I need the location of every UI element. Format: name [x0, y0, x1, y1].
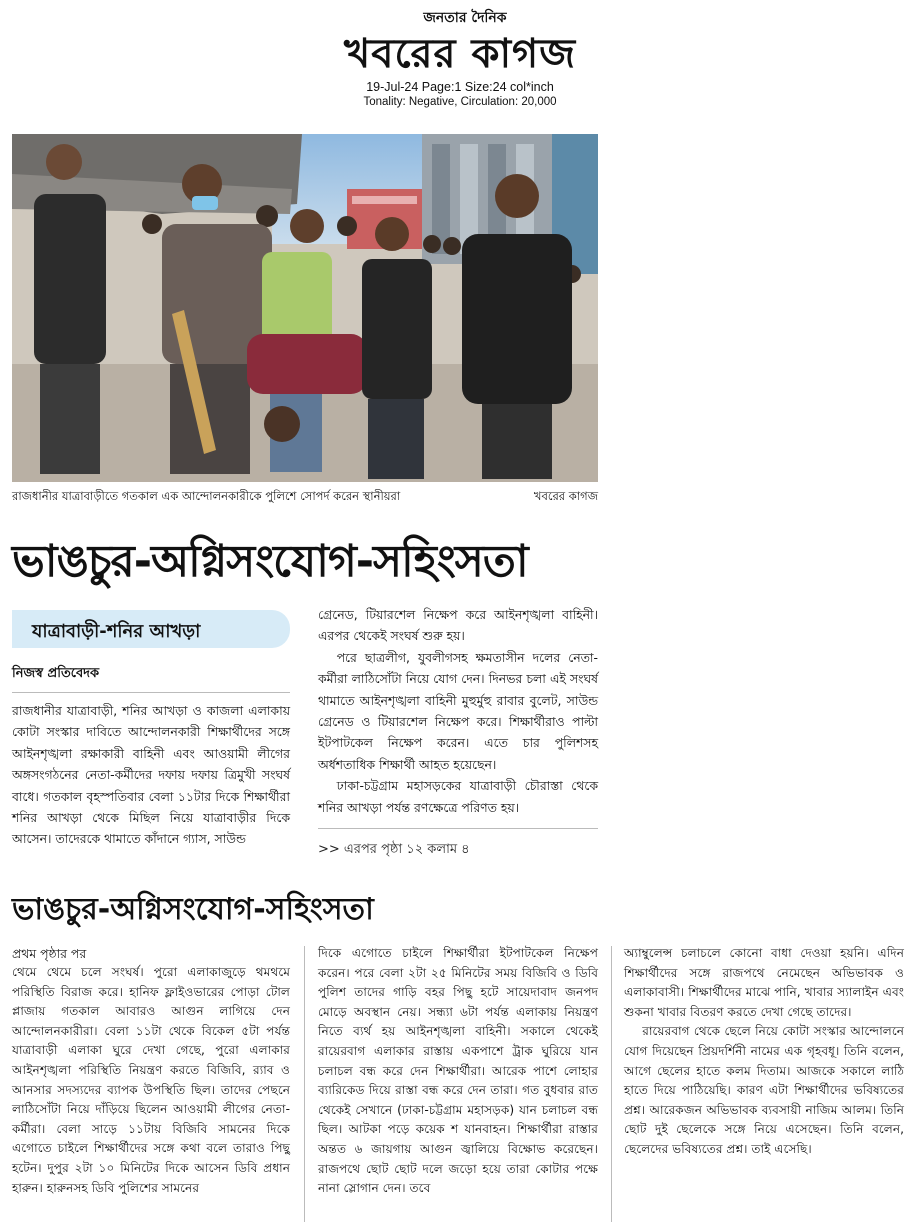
continuation-column-1: [12, 963, 290, 1198]
continuation-column-3: [624, 944, 904, 1160]
photo-caption-row: [12, 488, 598, 507]
column-divider: [611, 946, 612, 1222]
lead-kicker: যাত্রাবাড়ী-শনির আখড়া: [32, 621, 201, 642]
lead-column-b: [318, 604, 598, 818]
continued-rule: [318, 828, 598, 829]
continuation-headline: ভাঙচুর-অগ্নিসংযোগ-সহিংসতা: [12, 892, 374, 927]
masthead-logo: খবরের কাগজ: [343, 31, 577, 77]
continued-on-note: >> এরপর পৃষ্ঠা ১২ কলাম ৪: [318, 842, 470, 857]
lead-column-a: [12, 700, 290, 850]
continuation-paragraph: অ্যাম্বুলেন্স চলাচলে কোনো বাধা দেওয়া হয়নি। এদিন শিক্ষার্থীদের সঙ্গে রাজপথে নেমেছেন অভিভাবক ও এলাকাবাসী। শিক্ষার্থীদের মাঝে পানি, খাবার স্যালাইন এবং শুকনা খাবার বিতরণ করতে দেখা গেছে তাদের।: [624, 946, 904, 1019]
clipping-meta-line2: Tonality: Negative, Circulation: 20,000: [363, 96, 557, 108]
masthead-tagline: জনতার দৈনিক: [423, 10, 507, 26]
photo-credit: খবরের কাগজ: [533, 489, 598, 503]
continuation-paragraph: রায়েরবাগ থেকে ছেলে নিয়ে কোটা সংস্কার আন্দোলনে যোগ দিয়েছেন প্রিয়দর্শিনী নামের এক গৃহবধূ। তিনি বলেন, আগে ছেলের হাতে কলম দিতাম। আজকে সকালে লাঠি হাতে দিয়ে পাঠিয়েছি। কারণ এটা শিক্ষার্থীদের ভবিষ্যতের প্রশ্ন। আরেকজন অভিভাবক ব্যবসায়ী নাজিম আলম। তিনি ছোট দুই ছেলেকে সঙ্গে নিয়ে এসেছেন। তিনি বলেন, ছেলেদের ভবিষ্যতের প্রশ্ন। তাই এসেছি।: [624, 1024, 904, 1156]
lead-headline: ভাঙচুর-অগ্নিসংযোগ-সহিংসতা: [12, 536, 528, 587]
lead-paragraph: রাজধানীর যাত্রাবাড়ী, শনির আখড়া ও কাজলা এলাকায় কোটা সংস্কার দাবিতে আন্দোলনকারী শিক্ষার্থীদের সঙ্গে আইনশৃঙ্খলা রক্ষাকারী বাহিনী এবং আওয়ামী লীগের অঙ্গসংগঠনের নেতা-কর্মীদের দফায় দফায় ত্রিমুখী সংঘর্ষ বাধে। গতকাল বৃহস্পতিবার বেলা ১১টার দিকে শিক্ষার্থীরা শনির আখড়া থেকে মিছিল নিয়ে যাত্রাবাড়ীর দিকে আসেন। তাদেরকে থামাতে কাঁদানে গ্যাস, সাউন্ড: [12, 703, 290, 847]
news-photo: [12, 134, 598, 482]
continuation-column-2: [318, 944, 598, 1199]
continuation-paragraph: থেমে থেমে চলে সংঘর্ষ। পুরো এলাকাজুড়ে থমথমে পরিস্থিতি বিরাজ করে। হানিফ ফ্লাইওভারের পোড়া টোল প্লাজায় গতকাল আবারও আগুন লাগিয়ে দেন আন্দোলনকারীরা। বেলা ১১টা থেকে বিকেল ৫টা পর্যন্ত যাত্রাবাড়ী এলাকা ঘুরে দেখা গেছে, পুরো এলাকার আইনশৃঙ্খলা পরিস্থিতি নিয়ন্ত্রণ করতে বিজিবি, র‍্যাব ও আনসার সদস্যদের ব্যাপক উপস্থিতি ছিল। তাদের পেছনে লাঠিসোঁটা নিয়ে দাঁড়িয়ে ছিলেন আওয়ামী লীগের নেতা-কর্মীরা। বেলা সাড়ে ১১টায় বিজিবি সামনের দিকে এগোতে চাইলে শিক্ষার্থীদের সঙ্গে কথা বলে তারাও পিছু হটেন। দুপুর ২টা ১০ মিনিটের দিকে আসেন ডিবি প্রধান হারুন। হারুনসহ ডিবি পুলিশের সামনের: [12, 965, 290, 1195]
lead-byline: নিজস্ব প্রতিবেদক: [12, 666, 100, 681]
byline-rule: [12, 692, 290, 693]
lead-paragraph: পরে ছাত্রলীগ, যুবলীগসহ ক্ষমতাসীন দলের নেতা-কর্মীরা লাঠিসোঁটা নিয়ে যোগ দেন। দিনভর চলা এই সংঘর্ষ থামাতে আইনশৃঙ্খলা বাহিনী মুহুর্মুহু রাবার বুলেট, সাউন্ড গ্রেনেড ও টিয়ারশেল নিক্ষেপ করে। শিক্ষার্থীরাও পাল্টা ইটপাটকেল নিক্ষেপ করেন। এতে চার পুলিশসহ অর্ধশতাধিক শিক্ষার্থী আহত হয়েছেন।: [318, 649, 598, 772]
photo-caption: রাজধানীর যাত্রাবাড়ীতে গতকাল এক আন্দোলনকারীকে পুলিশে সোপর্দ করেন স্থানীয়রা: [12, 489, 401, 503]
continuation-label: প্রথম পৃষ্ঠার পর: [12, 946, 87, 961]
lead-paragraph: ঢাকা-চট্টগ্রাম মহাসড়কের যাত্রাবাড়ী চৌরাস্তা থেকে শনির আখড়া পর্যন্ত রণক্ষেত্রে পরিণত হয়।: [318, 778, 598, 815]
lead-paragraph: গ্রেনেড, টিয়ারশেল নিক্ষেপ করে আইনশৃঙ্খলা বাহিনী। এরপর থেকেই সংঘর্ষ শুরু হয়।: [318, 607, 598, 644]
clipping-meta-line1: 19-Jul-24 Page:1 Size:24 col*inch: [366, 80, 554, 94]
lead-kicker-box: [12, 610, 290, 648]
continuation-paragraph: দিকে এগোতে চাইলে শিক্ষার্থীরা ইটপাটকেল নিক্ষেপ করেন। পরে বেলা ২টা ২৫ মিনিটের সময় বিজিবি ও ডিবি পুলিশ তাদের গাড়ি বহর পিছু হটে সায়েদাবাদ জনপদ মোড়ে অবস্থান নেয়। সন্ধ্যা ৬টা পর্যন্ত এলাকায় নিয়ন্ত্রণ নিতে ব্যর্থ হয় আইনশৃঙ্খলা বাহিনী। সকালে থেকেই রায়েরবাগ এলাকার রাস্তায় একপাশে ট্রাক ঘুরিয়ে যান চলাচল বন্ধ করে দেন শিক্ষার্থীরা। আরেক পাশে লোহার ব্যারিকেড দিয়ে রাস্তা বন্ধ করে দেন তারা। গত বুধবার রাত থেকেই সেখানে (ঢাকা-চট্টগ্রাম মহাসড়ক) যান চলাচল বন্ধ ছিল। আটকা পড়ে কয়েক শ যানবাহন। শিক্ষার্থীরা রাস্তার অন্তত ৬ জায়গায় আগুন জ্বালিয়ে বিক্ষোভ করেছেন। রাজপথে ছোট ছোট দলে জড়ো হয়ে তারা কোটার পক্ষে নানা স্লোগান দেন। তবে: [318, 946, 598, 1196]
column-divider: [304, 946, 305, 1222]
